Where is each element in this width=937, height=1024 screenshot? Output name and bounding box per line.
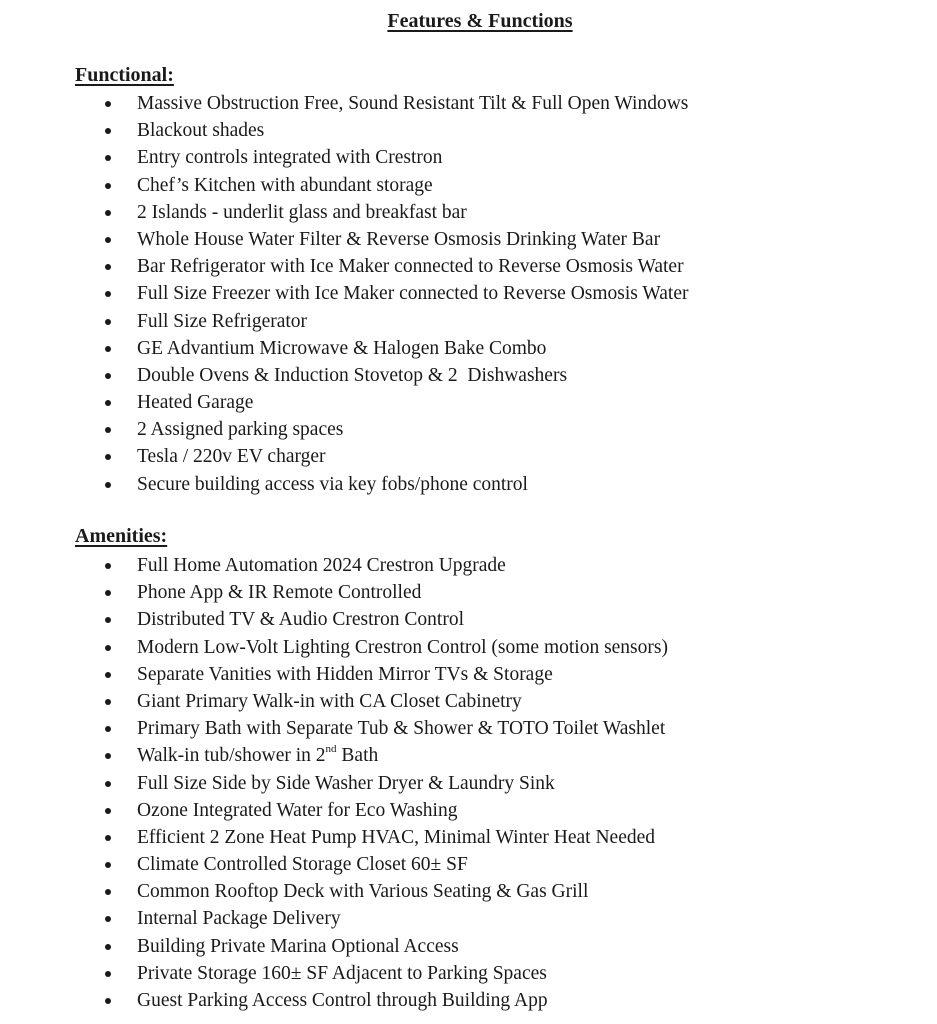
bullet-icon (105, 155, 111, 161)
bullet-icon (105, 454, 111, 460)
functional-heading: Functional: (75, 64, 174, 86)
bullet-icon (105, 808, 111, 814)
list-item-text: GE Advantium Microwave & Halogen Bake Combo (137, 337, 547, 359)
list-item-text: Bar Refrigerator with Ice Maker connected to Reverse Osmosis Water (137, 256, 684, 278)
list-item-text: Whole House Water Filter & Reverse Osmosis Drinking Water Bar (137, 228, 661, 250)
bullet-icon (105, 319, 111, 325)
bullet-icon (105, 210, 111, 216)
list-item-text: Double Ovens & Induction Stovetop & 2 Dishwashers (137, 364, 568, 386)
bullet-icon (105, 645, 111, 651)
bullet-icon (105, 482, 111, 488)
list-item-text: Full Home Automation 2024 Crestron Upgrade (137, 555, 506, 576)
bullet-icon (105, 998, 111, 1004)
list-item-text: Full Size Side by Side Washer Dryer & Laundry Sink (137, 772, 555, 794)
list-item-text: Full Size Freezer with Ice Maker connected to Reverse Osmosis Water (137, 283, 689, 305)
list-item-text: Tesla / 220v EV charger (137, 446, 326, 468)
list-item-text: Primary Bath with Separate Tub & Shower & TOTO Toilet Washlet (137, 718, 666, 740)
amenities-heading: Amenities: (75, 525, 168, 547)
bullet-icon (105, 590, 111, 596)
bullet-icon (105, 400, 111, 406)
list-item-text: Heated Garage (137, 392, 254, 414)
list-item-text: Efficient 2 Zone Heat Pump HVAC, Minimal Winter Heat Needed (137, 826, 656, 848)
bullet-icon (105, 617, 111, 623)
bullet-icon (105, 101, 111, 107)
bullet-icon (105, 889, 111, 895)
list-item-text: Blackout shades (137, 120, 265, 142)
bullet-icon (105, 672, 111, 678)
list-item-text: Private Storage 160± SF Adjacent to Parking Spaces (137, 962, 547, 984)
list-item-text-main: Walk-in tub/shower in 2 (137, 745, 326, 767)
bullet-icon (105, 753, 111, 759)
list-item-text: Ozone Integrated Water for Eco Washing (137, 799, 458, 821)
bullet-icon (105, 971, 111, 977)
bullet-icon (105, 237, 111, 243)
list-item-text: Climate Controlled Storage Closet 60± SF (137, 854, 468, 876)
list-item-text: Separate Vanities with Hidden Mirror TVs & Storage (137, 663, 553, 685)
list-item-text: Guest Parking Access Control through Building App (137, 990, 548, 1011)
ordinal-suffix: nd (325, 742, 337, 755)
list-item-text: Modern Low-Volt Lighting Crestron Control (some motion sensors) (137, 636, 668, 658)
bullet-icon (105, 427, 111, 433)
bullet-icon (105, 346, 111, 352)
list-item-text: Chef’s Kitchen with abundant storage (137, 174, 433, 196)
bullet-icon (105, 835, 111, 841)
list-item-text: Giant Primary Walk-in with CA Closet Cabinetry (137, 690, 522, 712)
list-item-text-tail: Bath (336, 745, 379, 767)
list-item-text: Massive Obstruction Free, Sound Resistant Tilt & Full Open Windows (137, 93, 689, 114)
page-title: Features & Functions (387, 10, 573, 32)
list-item-text: 2 Islands - underlit glass and breakfast bar (137, 201, 467, 223)
list-item-text: Distributed TV & Audio Crestron Control (137, 609, 464, 631)
bullet-icon (105, 862, 111, 868)
list-item-text: Entry controls integrated with Crestron (137, 147, 443, 169)
bullet-icon (105, 944, 111, 950)
list-item-text: Secure building access via key fobs/phone control (137, 473, 528, 495)
bullet-icon (105, 699, 111, 705)
bullet-icon (105, 563, 111, 569)
list-item-text: Phone App & IR Remote Controlled (137, 582, 422, 604)
list-item-text: Building Private Marina Optional Access (137, 935, 459, 957)
list-item-text: Internal Package Delivery (137, 908, 341, 930)
bullet-icon (105, 726, 111, 732)
list-item-text: Common Rooftop Deck with Various Seating & Gas Grill (137, 881, 589, 903)
bullet-icon (105, 291, 111, 297)
bullet-icon (105, 781, 111, 787)
bullet-icon (105, 264, 111, 270)
bullet-icon (105, 373, 111, 379)
bullet-icon (105, 128, 111, 134)
list-item-text: 2 Assigned parking spaces (137, 419, 344, 441)
bullet-icon (105, 183, 111, 189)
list-item-text: Full Size Refrigerator (137, 310, 308, 332)
bullet-icon (105, 916, 111, 922)
list-item-text (137, 742, 378, 769)
